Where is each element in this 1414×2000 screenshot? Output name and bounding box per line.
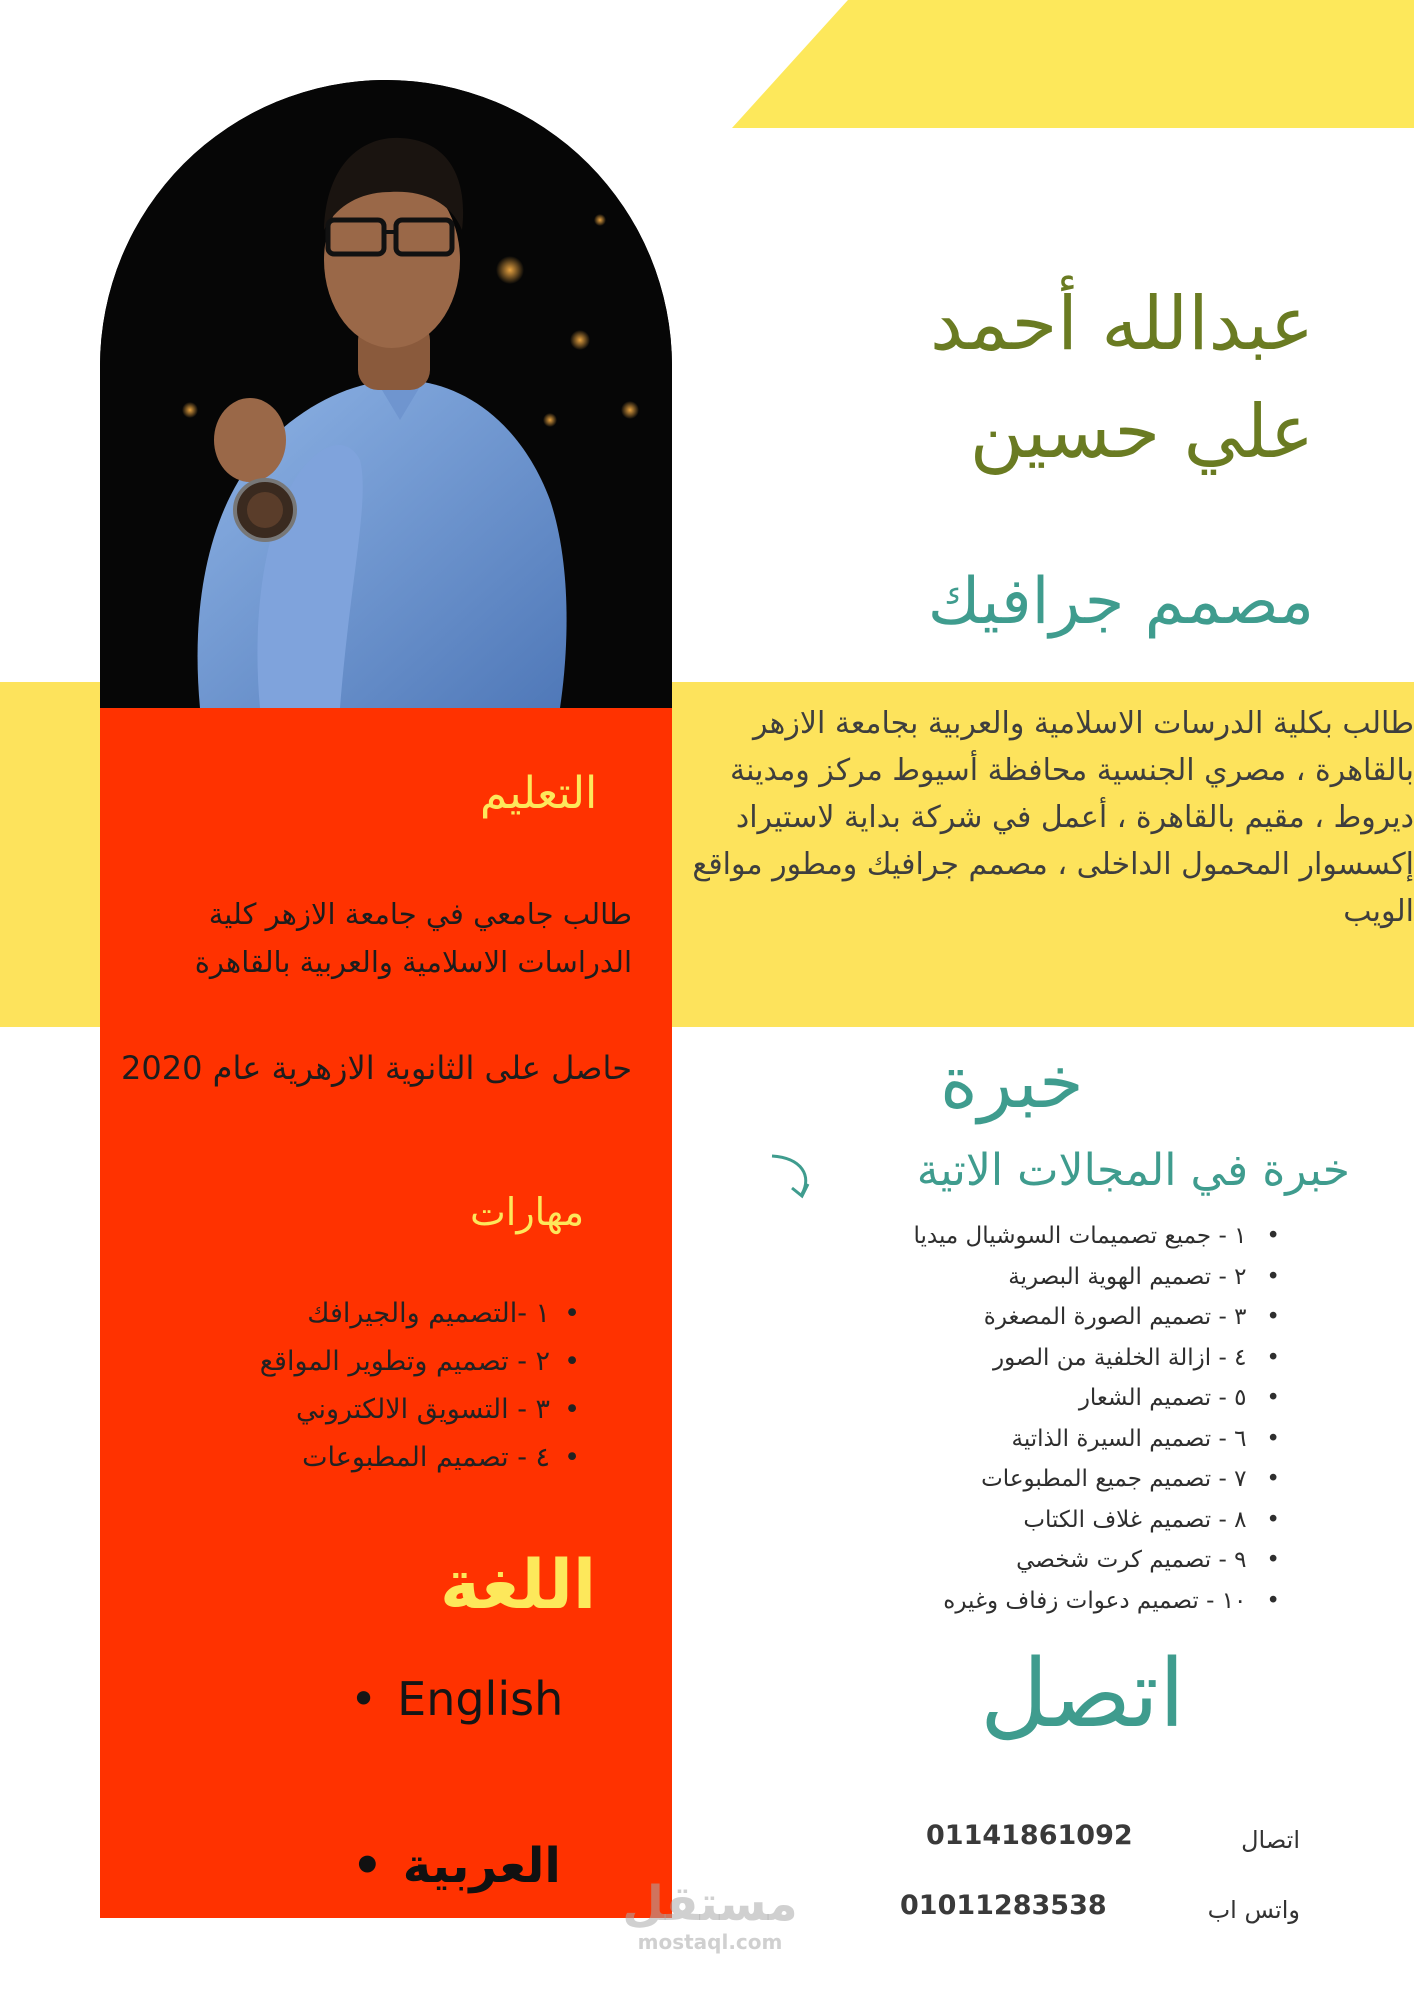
experience-item: • ٣ - تصميم الصورة المصغرة [810,1297,1280,1338]
skill-item: • ٣ - التسويق الالكتروني [200,1386,580,1434]
watermark-arabic: مستقل [622,1876,798,1932]
job-title: مصمم جرافيك [927,565,1314,639]
contact-whatsapp-row [900,1890,1300,1946]
contact-phone-label: اتصال [1241,1826,1300,1854]
watermark-english: mostaql.com [637,1930,783,1954]
experience-item: • ٨ - تصميم غلاف الكتاب [810,1500,1280,1541]
contact-whatsapp-value[interactable]: 01011283538 [900,1890,1107,1921]
about-text: طالب بكلية الدرسات الاسلامية والعربية بجامعة الازهر بالقاهرة ، مصري الجنسية محافظة أسيوط مركز ومدينة ديروط ، مقيم بالقاهرة ، أعمل في شركة بداية لاستيراد إكسسوار المحمول الداخلى ، مصمم جرافيك ومطور مواقع الويب [692,706,1414,929]
experience-item: • ٧ - تصميم جميع المطبوعات [810,1459,1280,1500]
experience-item: • ٤ - ازالة الخلفية من الصور [810,1338,1280,1379]
profile-photo-illustration [100,80,672,708]
experience-item: • ٩ - تصميم كرت شخصي [810,1540,1280,1581]
experience-heading: خبرة [940,1040,1084,1124]
contact-heading: اتصل [980,1640,1185,1749]
language-item-english: • English [350,1672,563,1726]
contact-phone-row [900,1820,1300,1876]
skills-heading: مهارات [470,1190,585,1234]
contact-whatsapp-label: واتس اب [1207,1896,1300,1924]
language-item-arabic: • العربية [352,1838,561,1894]
profile-photo [100,80,672,708]
education-heading: التعليم [480,768,598,819]
language-heading: اللغة [440,1546,597,1625]
education-line-1: طالب جامعي في جامعة الازهر كلية الدراسات الاسلامية والعربية بالقاهرة [194,897,632,979]
experience-list [810,1216,1280,1621]
name-line-2: علي حسين [969,389,1314,475]
experience-item: • ٦ - تصميم السيرة الذاتية [810,1419,1280,1460]
mostaql-watermark [600,1878,820,1954]
experience-item: • ٢ - تصميم الهوية البصرية [810,1257,1280,1298]
experience-item: • ١ - جميع تصميمات السوشيال ميديا [810,1216,1280,1257]
person-name [674,270,1314,486]
skill-item: • ٢ - تصميم وتطوير المواقع [200,1338,580,1386]
contact-phone-value[interactable]: 01141861092 [926,1820,1133,1851]
skills-list [200,1290,580,1482]
name-line-1: عبدالله أحمد [929,281,1314,367]
experience-subheading: خبرة في المجالات الاتية [916,1145,1350,1196]
education-line-2: حاصل على الثانوية الازهرية عام 2020 [121,1049,632,1087]
skill-item: • ٤ - تصميم المطبوعات [200,1434,580,1482]
experience-item: • ١٠ - تصميم دعوات زفاف وغيره [810,1581,1280,1622]
skill-item: • ١ -التصميم والجيرافك [200,1290,580,1338]
experience-item: • ٥ - تصميم الشعار [810,1378,1280,1419]
decorative-yellow-triangle [732,0,1414,128]
